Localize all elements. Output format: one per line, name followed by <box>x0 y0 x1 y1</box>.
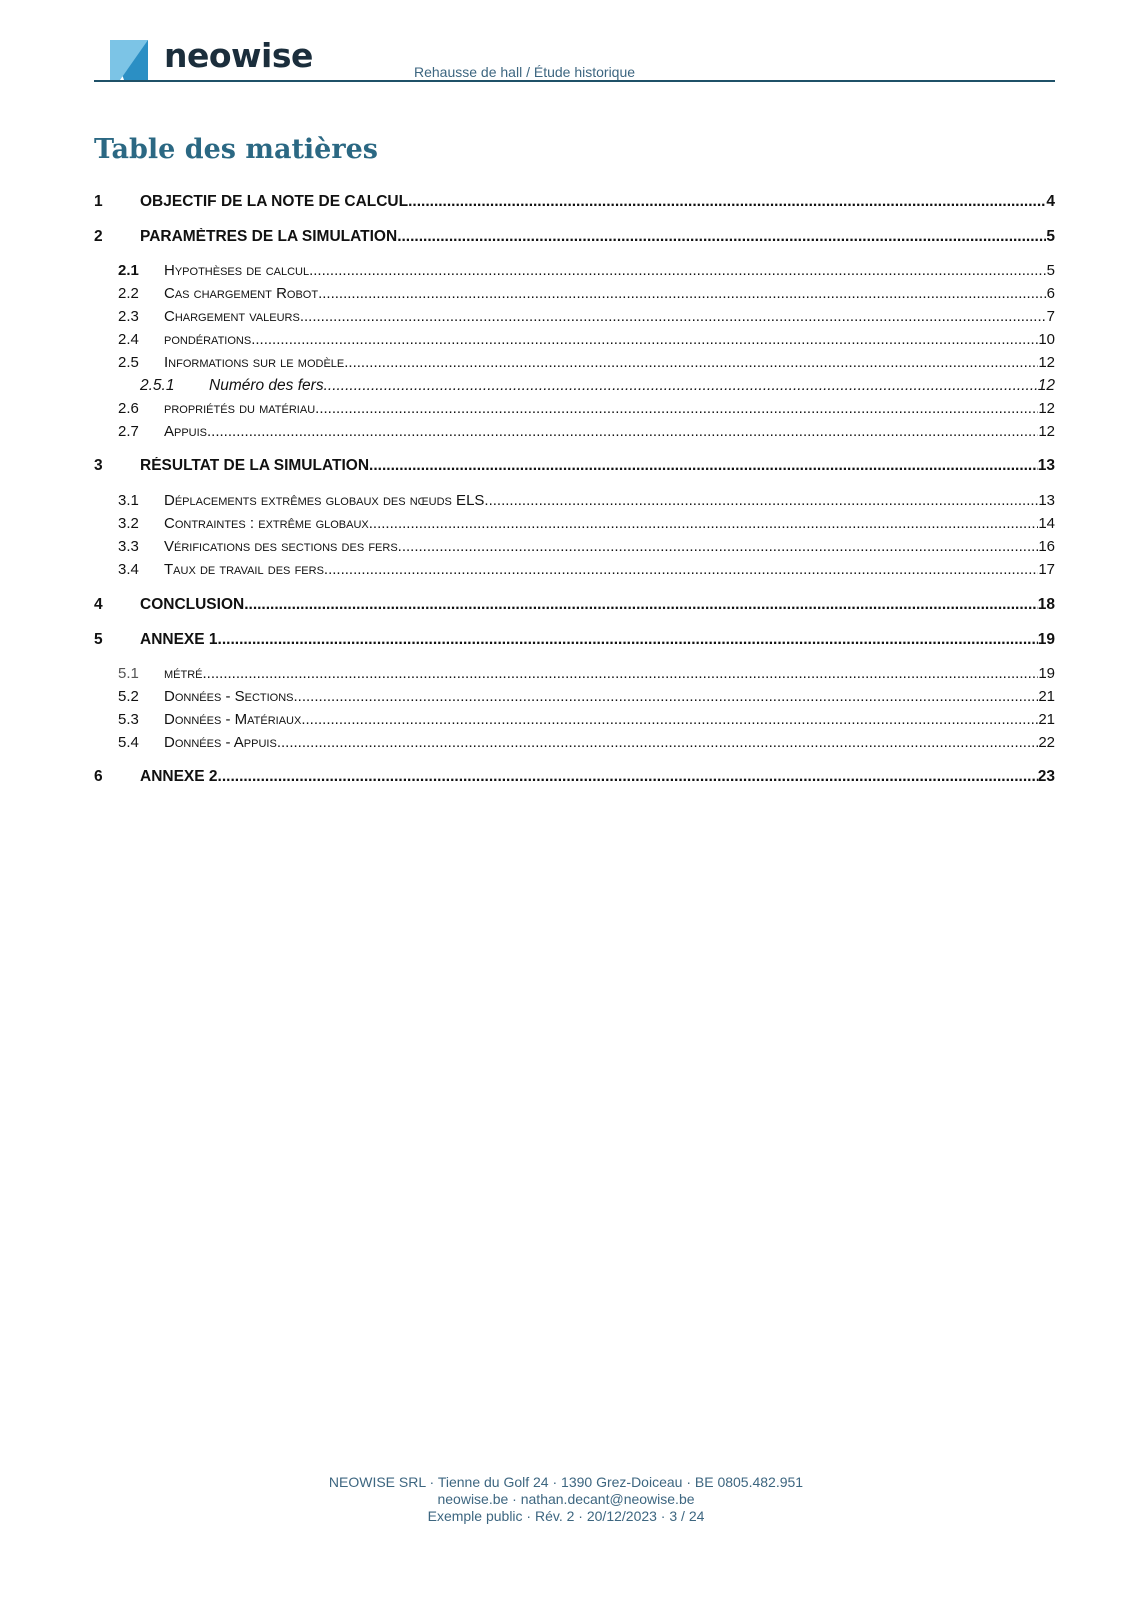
toc-leader <box>315 400 1038 417</box>
toc-entry-page: 14 <box>1038 515 1055 532</box>
toc-entry-page: 23 <box>1037 768 1055 785</box>
toc-leader <box>344 354 1038 371</box>
toc-leader <box>294 688 1039 705</box>
toc-entry-label: PARAMÈTRES DE LA SIMULATION <box>140 228 398 245</box>
toc-entry-label: métré <box>164 665 203 682</box>
toc-entry[interactable] <box>94 262 1055 284</box>
toc-entry-number: 5.2 <box>118 688 139 705</box>
toc-entry[interactable] <box>94 400 1055 422</box>
toc-leader <box>300 308 1047 325</box>
toc-entry-label: Données - Matériaux <box>164 711 302 728</box>
toc-entry-page: 12 <box>1038 423 1055 440</box>
toc-entry-page: 17 <box>1038 561 1055 578</box>
toc-entry[interactable] <box>94 768 1055 790</box>
toc-entry-page: 21 <box>1038 688 1055 705</box>
toc-entry-page: 13 <box>1037 457 1055 474</box>
toc-entry-label: Hypothèses de calcul <box>164 262 310 279</box>
toc-leader <box>251 331 1038 348</box>
toc-leader <box>324 561 1038 578</box>
toc-entry-page: 19 <box>1038 665 1055 682</box>
toc-entry[interactable] <box>94 193 1055 215</box>
toc-leader <box>397 228 1046 246</box>
toc-entry-label: Contraintes : extrême globaux <box>164 515 369 532</box>
toc-entry-number: 1 <box>94 193 103 210</box>
toc-leader <box>484 492 1038 509</box>
toc-entry[interactable] <box>94 492 1055 514</box>
toc-entry[interactable] <box>94 308 1055 330</box>
toc-entry-label: Numéro des fers <box>209 377 324 394</box>
toc-entry-number: 2.5.1 <box>140 377 175 394</box>
logo-text: neowise <box>164 36 313 75</box>
toc-leader <box>203 665 1039 682</box>
toc-entry[interactable] <box>94 423 1055 445</box>
toc-entry[interactable] <box>94 354 1055 376</box>
toc-leader <box>369 515 1039 532</box>
header-divider <box>94 80 1055 82</box>
toc-leader <box>398 538 1039 555</box>
toc-entry-number: 2.4 <box>118 331 139 348</box>
toc-entry[interactable] <box>94 631 1055 653</box>
toc-entry-label: Taux de travail des fers <box>164 561 324 578</box>
toc-entry-page: 5 <box>1046 262 1055 279</box>
toc-entry-number: 2 <box>94 228 103 245</box>
toc-leader <box>244 596 1038 614</box>
toc-entry-label: pondérations <box>164 331 252 348</box>
footer-revision-line: Exemple public · Rév. 2 · 20/12/2023 · 3 / 24 <box>427 1508 705 1524</box>
toc-entry-label: Appuis <box>164 423 208 440</box>
toc-entry-page: 18 <box>1037 596 1055 613</box>
toc-leader <box>218 768 1038 786</box>
toc-entry-page: 16 <box>1038 538 1055 555</box>
toc-entry-page: 5 <box>1046 228 1055 245</box>
toc-entry-page: 13 <box>1038 492 1055 509</box>
page-footer <box>0 1474 1132 1525</box>
toc-entry-label: Déplacements extrêmes globaux des nœuds ELS <box>164 492 485 509</box>
toc-entry-page: 19 <box>1037 631 1055 648</box>
toc-leader <box>309 262 1047 279</box>
toc-entry[interactable] <box>94 457 1055 479</box>
toc-leader <box>324 377 1038 395</box>
toc-entry-number: 6 <box>94 768 103 785</box>
toc-entry[interactable] <box>94 285 1055 307</box>
footer-contact-line: neowise.be · nathan.decant@neowise.be <box>437 1491 695 1507</box>
toc-entry-label: Vérifications des sections des fers <box>164 538 398 555</box>
toc-entry-label: Chargement valeurs <box>164 308 300 325</box>
toc-entry[interactable] <box>94 711 1055 733</box>
toc-entry-number: 2.2 <box>118 285 139 302</box>
toc-entry-page: 12 <box>1037 377 1055 394</box>
toc-entry-number: 2.6 <box>118 400 139 417</box>
toc-entry-number: 2.3 <box>118 308 139 325</box>
toc-leader <box>207 423 1038 440</box>
toc-entry-number: 3.1 <box>118 492 139 509</box>
neowise-logo-icon <box>110 40 148 80</box>
toc-entry[interactable] <box>94 228 1055 250</box>
toc-entry-number: 3.3 <box>118 538 139 555</box>
toc-entry[interactable] <box>94 331 1055 353</box>
toc-entry-label: ANNEXE 1 <box>140 631 218 648</box>
toc-entry[interactable] <box>94 538 1055 560</box>
toc-entry-label: OBJECTIF DE LA NOTE DE CALCUL <box>140 193 409 210</box>
toc-entry-page: 10 <box>1038 331 1055 348</box>
toc-entry-number: 3 <box>94 457 103 474</box>
toc-entry-page: 6 <box>1046 285 1055 302</box>
toc-entry-number: 5.1 <box>118 665 139 682</box>
toc-entry[interactable] <box>94 688 1055 710</box>
toc-entry-page: 12 <box>1038 400 1055 417</box>
toc-entry[interactable] <box>94 515 1055 537</box>
toc-entry-label: Informations sur le modèle <box>164 354 345 371</box>
document-subtitle: Rehausse de hall / Étude historique <box>414 64 636 80</box>
footer-company-line: NEOWISE SRL · Tienne du Golf 24 · 1390 Grez-Doiceau · BE 0805.482.951 <box>328 1474 804 1490</box>
toc-entry-page: 12 <box>1038 354 1055 371</box>
toc-entry-number: 4 <box>94 596 103 613</box>
toc-leader <box>218 631 1038 649</box>
toc-entry-label: CONCLUSION <box>140 596 245 613</box>
toc-entry[interactable] <box>94 377 1055 399</box>
company-logo <box>110 36 313 80</box>
toc-entry-page: 7 <box>1046 308 1055 325</box>
toc-leader <box>301 711 1038 728</box>
toc-leader <box>277 734 1039 751</box>
toc-entry-page: 4 <box>1046 193 1055 210</box>
toc-leader <box>369 457 1038 475</box>
toc-entry-number: 2.1 <box>118 262 139 279</box>
toc-entry-label: Données - Appuis <box>164 734 277 751</box>
toc-entry-label: Données - Sections <box>164 688 294 705</box>
toc-entry[interactable] <box>94 665 1055 687</box>
toc-entry-number: 3.2 <box>118 515 139 532</box>
toc-entry-label: RÉSULTAT DE LA SIMULATION <box>140 457 370 474</box>
page-header <box>94 38 1055 82</box>
toc-entry-number: 5.4 <box>118 734 139 751</box>
toc-entry-number: 5 <box>94 631 103 648</box>
toc-entry-page: 21 <box>1038 711 1055 728</box>
toc-entry-number: 2.5 <box>118 354 139 371</box>
toc-entry-number: 3.4 <box>118 561 139 578</box>
toc-entry[interactable] <box>94 596 1055 618</box>
toc-entry-page: 22 <box>1038 734 1055 751</box>
toc-entry-number: 5.3 <box>118 711 139 728</box>
toc-entry-label: propriétés du matériau <box>164 400 316 417</box>
toc-entry-label: ANNEXE 2 <box>140 768 218 785</box>
toc-entry[interactable] <box>94 734 1055 756</box>
toc-title: Table des matières <box>94 134 378 165</box>
toc-entry-number: 2.7 <box>118 423 139 440</box>
toc-entry-label: Cas chargement Robot <box>164 285 319 302</box>
toc-leader <box>408 193 1046 211</box>
toc-entry[interactable] <box>94 561 1055 583</box>
toc-leader <box>318 285 1047 302</box>
